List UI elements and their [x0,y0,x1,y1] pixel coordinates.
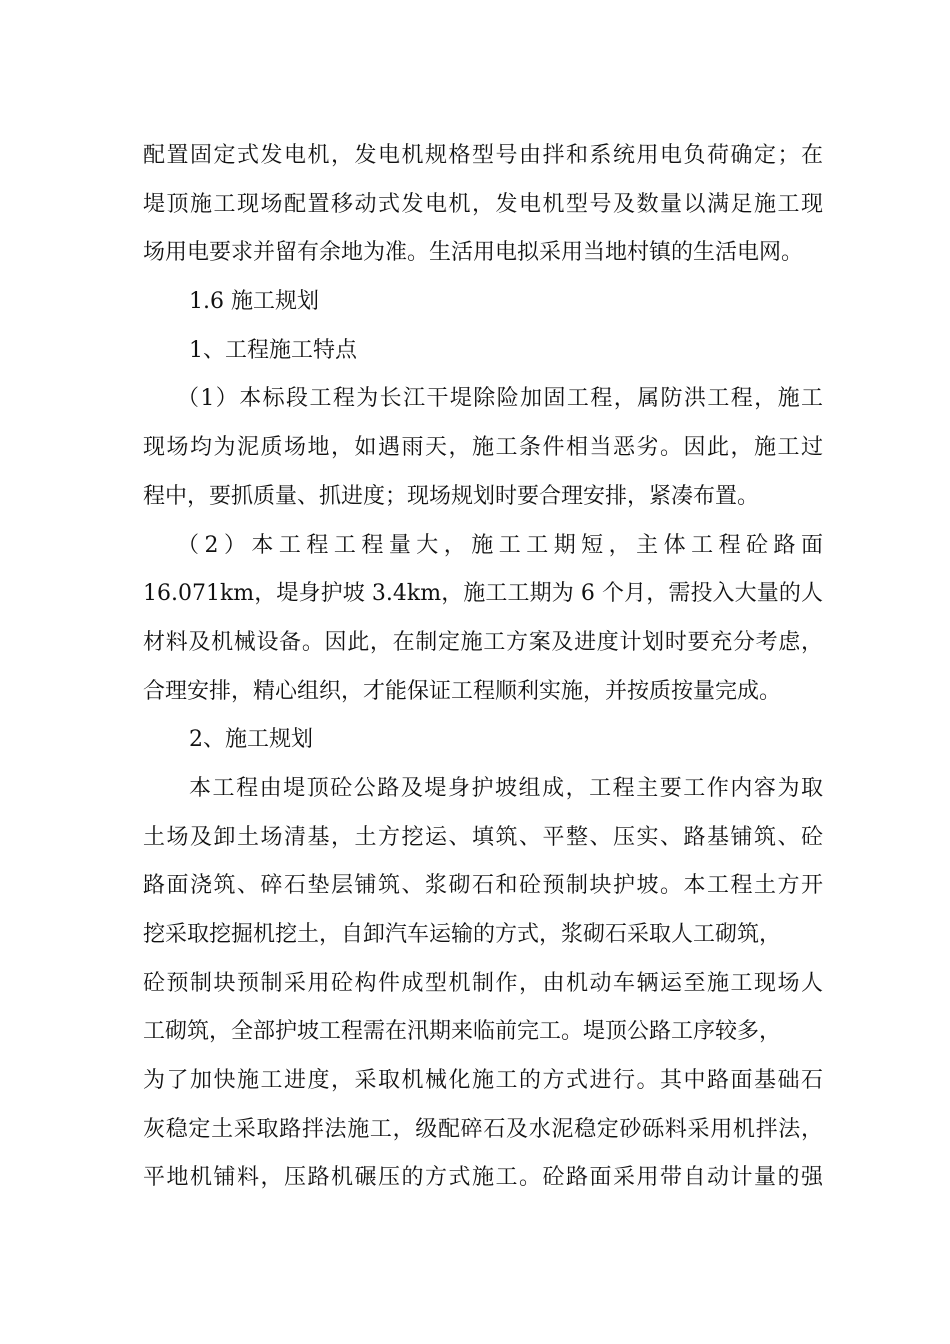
text-line: 挖采取挖掘机挖土，自卸汽车运输的方式，浆砌石采取人工砌筑， [143,922,782,947]
text-line: 程中，要抓质量、抓进度；现场规划时要合理安排，紧凑布置。 [143,483,760,509]
text-line: 平地机铺料，压路机碾压的方式施工。砼路面采用带自动计量的强 [143,1165,823,1191]
text-line: 灰稳定土采取路拌法施工，级配碎石及水泥稳定砂砾料采用机拌法， [143,1116,823,1142]
text-line: 1.6 施工规划 [189,289,319,315]
text-line: 路面浇筑、碎石垫层铺筑、浆砌石和砼预制块护坡。本工程土方开 [143,873,823,899]
text-line: 材料及机械设备。因此，在制定施工方案及进度计划时要充分考虑， [143,629,823,655]
text-line: （1）本标段工程为长江干堤除险加固工程，属防洪工程，施工 [177,386,823,412]
text-line: 本工程由堤顶砼公路及堤身护坡组成，工程主要工作内容为取 [189,775,823,801]
text-line: 堤顶施工现场配置移动式发电机，发电机型号及数量以满足施工现 [143,191,823,217]
text-line: 1、工程施工特点 [189,337,357,363]
body-text [143,132,823,1203]
text-line: 工砌筑，全部护坡工程需在汛期来临前完工。堤顶公路工序较多， [143,1019,782,1045]
text-line: 配置固定式发电机，发电机规格型号由拌和系统用电负荷确定；在 [143,143,823,168]
text-line: 砼预制块预制采用砼构件成型机制作，由机动车辆运至施工现场人 [143,970,823,996]
text-line: （2）本工程工程量大，施工工期短，主体工程砼路面 [177,532,823,558]
text-line: 2、施工规划 [189,727,313,753]
text-line: 场用电要求并留有余地为准。生活用电拟采用当地村镇的生活电网。 [143,240,804,266]
text-line: 合理安排，精心组织，才能保证工程顺利实施，并按质按量完成。 [143,678,782,704]
text-line: 现场均为泥质场地，如遇雨天，施工条件相当恶劣。因此，施工过 [143,435,823,461]
text-line: 土场及卸土场清基，土方挖运、填筑、平整、压实、路基铺筑、砼 [143,824,823,850]
text-line: 为了加快施工进度，采取机械化施工的方式进行。其中路面基础石 [143,1068,823,1094]
text-line: 16.071km，堤身护坡 3.4km，施工工期为 6 个月，需投入大量的人 [143,581,823,607]
